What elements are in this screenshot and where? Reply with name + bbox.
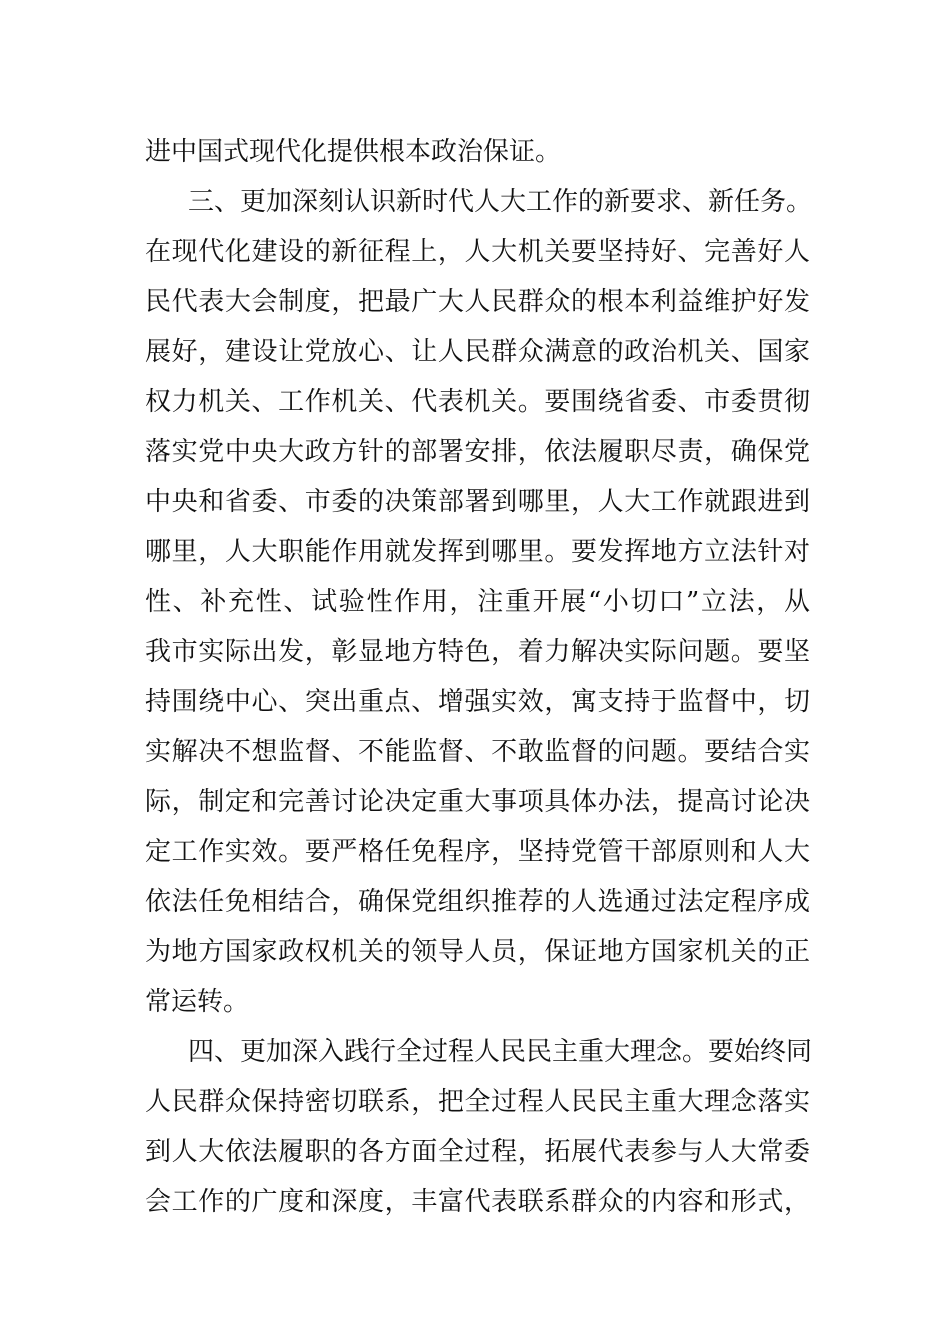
text-line: 会工作的广度和深度，丰富代表联系群众的内容和形式， xyxy=(145,1187,810,1217)
text-line: 人民群众保持密切联系，把全过程人民民主重大理念落实 xyxy=(145,1087,810,1117)
section-heading-4: 四、更加深入践行全过程人民民主重大理念。要始终同 xyxy=(188,1037,813,1067)
text-line: 定工作实效。要严格任免程序，坚持党管干部原则和人大 xyxy=(145,837,810,867)
text-line: 中央和省委、市委的决策部署到哪里，人大工作就跟进到 xyxy=(145,487,810,517)
text-line: 为地方国家政权机关的领导人员，保证地方国家机关的正 xyxy=(145,937,810,967)
text-line: 哪里，人大职能作用就发挥到哪里。要发挥地方立法针对 xyxy=(145,537,810,567)
section-heading-3: 三、更加深刻认识新时代人大工作的新要求、新任务。 xyxy=(188,187,813,217)
text-line: 在现代化建设的新征程上，人大机关要坚持好、完善好人 xyxy=(145,237,810,267)
text-line: 际，制定和完善讨论决定重大事项具体办法，提高讨论决 xyxy=(145,787,810,817)
text-line: 权力机关、工作机关、代表机关。要围绕省委、市委贯彻 xyxy=(145,387,810,417)
text-line: 实解决不想监督、不能监督、不敢监督的问题。要结合实 xyxy=(145,737,810,767)
text-line: 性、补充性、试验性作用，注重开展“小切口”立法，从 xyxy=(145,587,810,617)
text-line: 民代表大会制度，把最广大人民群众的根本利益维护好发 xyxy=(145,287,810,317)
text-line: 依法任免相结合，确保党组织推荐的人选通过法定程序成 xyxy=(145,887,810,917)
text-line: 到人大依法履职的各方面全过程，拓展代表参与人大常委 xyxy=(145,1137,810,1167)
text-line: 常运转。 xyxy=(145,987,250,1017)
text-line: 展好，建设让党放心、让人民群众满意的政治机关、国家 xyxy=(145,337,810,367)
text-line: 落实党中央大政方针的部署安排，依法履职尽责，确保党 xyxy=(145,437,810,467)
text-line: 我市实际出发，彰显地方特色，着力解决实际问题。要坚 xyxy=(145,637,810,667)
text-line: 进中国式现代化提供根本政治保证。 xyxy=(145,137,562,167)
text-line: 持围绕中心、突出重点、增强实效，寓支持于监督中，切 xyxy=(145,687,810,717)
